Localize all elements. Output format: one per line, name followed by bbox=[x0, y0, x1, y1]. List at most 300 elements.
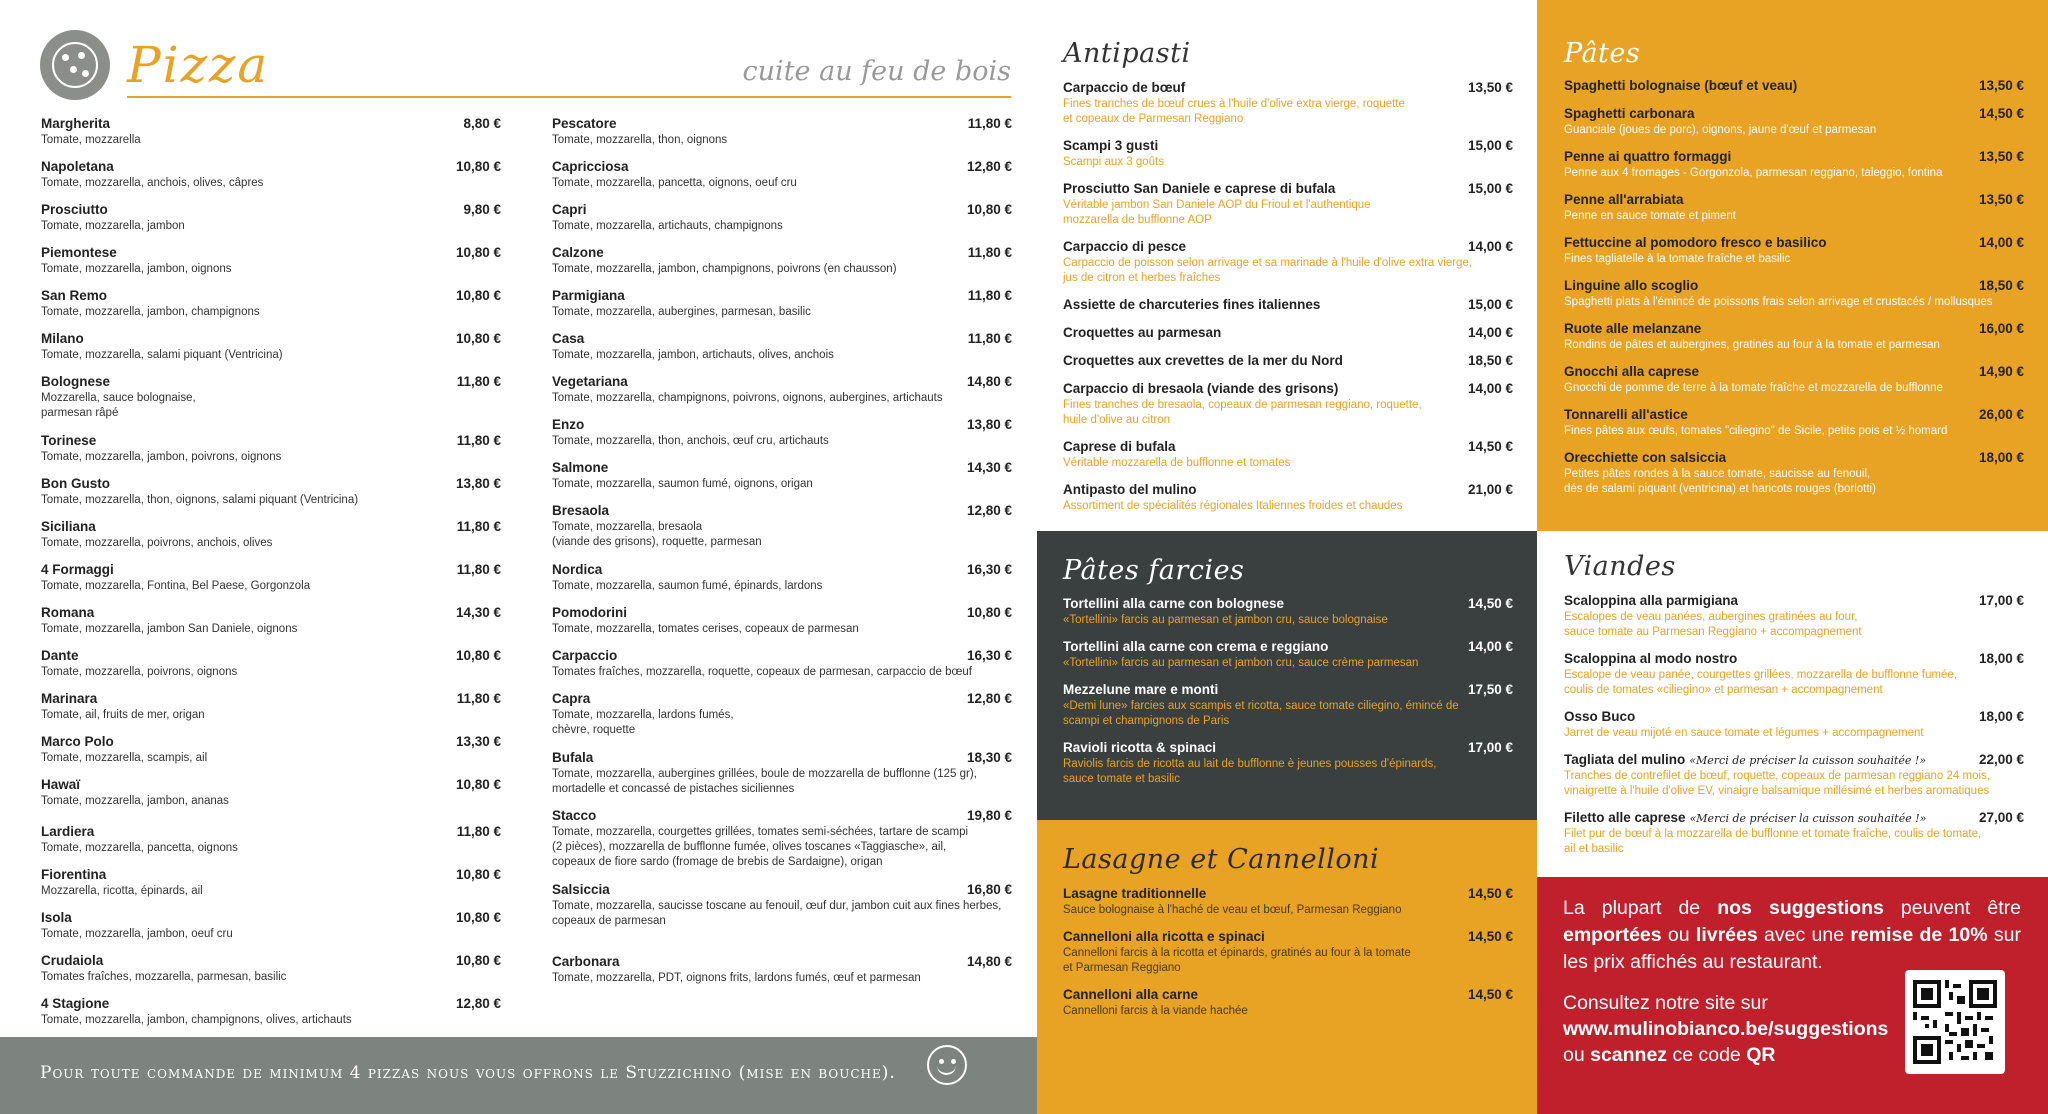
item-name-text: Tonnarelli all'astice bbox=[1564, 407, 1688, 422]
item-name-text: Salsiccia bbox=[552, 882, 610, 897]
item-name-text: Penne ai quattro formaggi bbox=[1564, 149, 1732, 164]
item-name bbox=[41, 910, 501, 925]
menu-item-croquettes-au-parmesan bbox=[1063, 325, 1513, 340]
menu-item-pomodorini bbox=[552, 605, 1012, 637]
item-price: 8,80 € bbox=[463, 116, 501, 131]
item-name bbox=[1564, 651, 2024, 666]
item-price: 13,50 € bbox=[1978, 149, 2024, 164]
menu-item-casa bbox=[552, 331, 1012, 363]
item-name-text: Stacco bbox=[552, 808, 597, 823]
item-name-text: Capra bbox=[552, 691, 591, 706]
item-name bbox=[552, 808, 1012, 823]
menu-item-san-remo bbox=[41, 288, 501, 320]
item-price: 14,50 € bbox=[1467, 929, 1513, 944]
menu-item-marco-polo bbox=[41, 734, 501, 766]
viandes-section bbox=[1537, 531, 2048, 877]
item-description: Tomate, mozzarella, jambon, champignons, olives, artichauts bbox=[41, 1014, 352, 1026]
menu-item-osso-buco bbox=[1564, 709, 2024, 741]
item-name-text: Milano bbox=[41, 331, 84, 346]
menu-item-margherita bbox=[41, 116, 501, 148]
lasagne-list bbox=[1063, 886, 1513, 1106]
item-price: 15,00 € bbox=[1467, 297, 1513, 312]
item-description: Tomate, mozzarella, tomates cerises, copeaux de parmesan bbox=[552, 623, 859, 635]
item-price: 11,80 € bbox=[456, 433, 501, 448]
item-name bbox=[1063, 181, 1513, 196]
item-name-text: Marco Polo bbox=[41, 734, 114, 749]
item-name-text: Prosciutto San Daniele e caprese di bufala bbox=[1063, 181, 1336, 196]
item-description: Tomate, mozzarella, saumon fumé, oignons, origan bbox=[552, 478, 813, 490]
pates-section bbox=[1537, 0, 2048, 531]
item-description: Tomate, ail, fruits de mer, origan bbox=[41, 709, 205, 721]
item-description: Véritable mozzarella de bufflonne et tomates bbox=[1063, 457, 1291, 469]
menu-item-ravioli-ricotta-spinaci bbox=[1063, 740, 1513, 787]
item-price: 27,00 € bbox=[1978, 810, 2024, 825]
item-name bbox=[1564, 810, 2024, 825]
menu-item-marinara bbox=[41, 691, 501, 723]
item-name bbox=[1564, 149, 2024, 164]
item-name-text: Caprese di bufala bbox=[1063, 439, 1176, 454]
item-description: Tomate, mozzarella, jambon, champignons, poivrons (en chausson) bbox=[552, 263, 897, 275]
item-name bbox=[41, 996, 501, 1011]
item-name bbox=[1564, 78, 2024, 93]
pizza-title: Pizza bbox=[127, 36, 270, 94]
menu-item-salsiccia bbox=[552, 882, 1012, 929]
item-name bbox=[41, 476, 501, 491]
item-description: «Tortellini» farcis au parmesan et jambon cru, sauce crème parmesan bbox=[1063, 657, 1419, 669]
item-name-text: Assiette de charcuteries fines italiennes bbox=[1063, 297, 1321, 312]
item-name-text: Croquettes aux crevettes de la mer du Nord bbox=[1063, 353, 1343, 368]
item-name-text: Casa bbox=[552, 331, 585, 346]
item-description: «Tortellini» farcis au parmesan et jambon cru, sauce bolognaise bbox=[1063, 614, 1388, 626]
item-description: Tomate, mozzarella, artichauts, champignons bbox=[552, 220, 783, 232]
qr-code-icon[interactable] bbox=[1905, 970, 2005, 1074]
item-description: Penne en sauce tomate et piment bbox=[1564, 210, 1736, 222]
pizza-logo-icon bbox=[40, 30, 110, 100]
menu-item-croquettes-aux-crevettes-de-la-mer-du-nord bbox=[1063, 353, 1513, 368]
menu-item-tortellini-alla-carne-con-bolognese bbox=[1063, 596, 1513, 628]
item-name bbox=[1564, 709, 2024, 724]
item-name-text: Lardiera bbox=[41, 824, 95, 839]
menu-item-crudaiola bbox=[41, 953, 501, 985]
item-description: Scampi aux 3 goûts bbox=[1063, 156, 1165, 168]
item-name-text: Tagliata del mulino bbox=[1564, 752, 1686, 767]
item-price: 13,50 € bbox=[1978, 78, 2024, 93]
item-price: 15,00 € bbox=[1467, 181, 1513, 196]
item-description: Tomate, mozzarella, scampis, ail bbox=[41, 752, 208, 764]
item-description: Carpaccio de poisson selon arrivage et sa marinade à l'huile d'olive extra vierge, jus de citron et herbes fraîches bbox=[1063, 257, 1473, 284]
item-price: 14,00 € bbox=[1467, 639, 1513, 654]
item-description: Tomate, mozzarella, jambon, champignons bbox=[41, 306, 260, 318]
item-name-text: Capricciosa bbox=[552, 159, 629, 174]
item-name-text: Margherita bbox=[41, 116, 111, 131]
pizza-divider bbox=[127, 96, 1011, 98]
item-name-text: Capri bbox=[552, 202, 587, 217]
antipasti-section bbox=[1037, 0, 1537, 531]
item-name-text: 4 Stagione bbox=[41, 996, 110, 1011]
menu-item-hawai bbox=[41, 777, 501, 809]
item-note: «Merci de préciser la cuisson souhaitée !» bbox=[1689, 754, 1927, 767]
item-description: Fines tagliatelle à la tomate fraîche et basilic bbox=[1564, 253, 1791, 265]
item-price: 14,00 € bbox=[1467, 325, 1513, 340]
item-price: 12,80 € bbox=[455, 996, 501, 1011]
promo-site: Consultez notre site sur www.mulinobianco.be/suggestions ou scannez ce code QR bbox=[1563, 992, 1889, 1066]
item-name bbox=[41, 331, 501, 346]
item-name bbox=[1063, 929, 1513, 944]
menu-item-milano bbox=[41, 331, 501, 363]
item-name bbox=[1063, 353, 1513, 368]
menu-item-siciliana bbox=[41, 519, 501, 551]
item-name-text: Tortellini alla carne con bolognese bbox=[1063, 596, 1285, 611]
item-price: 10,80 € bbox=[455, 159, 501, 174]
menu-item-antipasto-del-mulino bbox=[1063, 482, 1513, 514]
menu-item-enzo bbox=[552, 417, 1012, 449]
item-description: Guanciale (joues de porc), oignons, jaune d'œuf et parmesan bbox=[1564, 124, 1877, 136]
item-name bbox=[41, 245, 501, 260]
menu-item-pescatore bbox=[552, 116, 1012, 148]
item-name-text: Bolognese bbox=[41, 374, 111, 389]
item-description: Penne aux 4 fromages - Gorgonzola, parmesan reggiano, taleggio, fontina bbox=[1564, 167, 1943, 179]
item-price: 21,00 € bbox=[1467, 482, 1513, 497]
item-description: Tomate, mozzarella, aubergines grillées, boule de mozzarella de bufflonne (125 gr), mortadelle et concassé de pistaches siciliennes bbox=[552, 768, 977, 795]
smiley-icon bbox=[927, 1045, 967, 1085]
item-name-text: Orecchiette con salsiccia bbox=[1564, 450, 1727, 465]
menu-item-gnocchi-alla-caprese bbox=[1564, 364, 2024, 396]
item-description: Escalope de veau panée, courgettes grillées, mozzarella de bufflonne fumée, coulis de tomates «ciliegino» et parmesan + accompagnement bbox=[1564, 669, 1957, 696]
item-name-text: Cannelloni alla ricotta e spinaci bbox=[1063, 929, 1265, 944]
item-description: Tomate, mozzarella, pancetta, oignons bbox=[41, 842, 238, 854]
item-name-text: Carpaccio di pesce bbox=[1063, 239, 1187, 254]
item-name-text: Prosciutto bbox=[41, 202, 108, 217]
item-price: 14,30 € bbox=[455, 605, 501, 620]
menu-item-capra bbox=[552, 691, 1012, 738]
item-price: 14,00 € bbox=[1467, 239, 1513, 254]
menu-item-spaghetti-bolognaise-b-uf-et-veau bbox=[1564, 78, 2024, 93]
menu-item-mezzelune-mare-e-monti bbox=[1063, 682, 1513, 729]
item-name-text: Spaghetti carbonara bbox=[1564, 106, 1695, 121]
menu-item-lasagne-traditionnelle bbox=[1063, 886, 1513, 918]
item-description: Tomate, mozzarella, jambon, ananas bbox=[41, 795, 229, 807]
item-description: Tomate, mozzarella, Fontina, Bel Paese, Gorgonzola bbox=[41, 580, 311, 592]
item-name bbox=[1063, 138, 1513, 153]
item-description: Filet pur de bœuf à la mozzarella de bufflonne et tomate fraîche, coulis de tomate, ail et basilic bbox=[1564, 828, 1982, 855]
item-name bbox=[41, 824, 501, 839]
promo-section bbox=[1537, 877, 2048, 1114]
menu-item-prosciutto bbox=[41, 202, 501, 234]
item-description: Tomate, mozzarella, courgettes grillées, tomates semi-séchées, tartare de scampi (2 pièces), mozzarella de bufflonne fumée, olives toscanes «Taggiasche», ail, copeaux de fiore sardo (fromage de brebis de Sardaigne), origan bbox=[552, 826, 969, 868]
menu-item-carbonara bbox=[552, 954, 1012, 986]
item-name-text: Romana bbox=[41, 605, 95, 620]
item-name-text: Bufala bbox=[552, 750, 594, 765]
menu-item-romana bbox=[41, 605, 501, 637]
menu-item-bolognese bbox=[41, 374, 501, 421]
item-description: Mozzarella, ricotta, épinards, ail bbox=[41, 885, 203, 897]
item-description: Tomate, mozzarella, jambon, poivrons, oignons bbox=[41, 451, 282, 463]
item-name bbox=[552, 374, 1012, 389]
item-name bbox=[552, 116, 1012, 131]
item-name bbox=[552, 648, 1012, 663]
menu-item-carpaccio bbox=[552, 648, 1012, 680]
menu-item-4-formaggi bbox=[41, 562, 501, 594]
menu-item-linguine-allo-scoglio bbox=[1564, 278, 2024, 310]
item-price: 16,00 € bbox=[1978, 321, 2024, 336]
item-description: Tomate, mozzarella, thon, oignons, salami piquant (Ventricina) bbox=[41, 494, 359, 506]
item-name-text: Filetto alle caprese bbox=[1564, 810, 1686, 825]
item-name-text: Napoletana bbox=[41, 159, 114, 174]
item-name bbox=[552, 288, 1012, 303]
menu-item-penne-all-arrabiata bbox=[1564, 192, 2024, 224]
item-name-text: Dante bbox=[41, 648, 79, 663]
item-description: Jarret de veau mijoté en sauce tomate et légumes + accompagnement bbox=[1564, 727, 1924, 739]
item-price: 14,00 € bbox=[1978, 235, 2024, 250]
item-price: 26,00 € bbox=[1978, 407, 2024, 422]
item-description: Tomate, mozzarella, saucisse toscane au fenouil, œuf dur, jambon cuit aux fines herbes, copeaux de parmesan bbox=[552, 900, 1002, 927]
item-name bbox=[41, 562, 501, 577]
item-name-text: Carbonara bbox=[552, 954, 620, 969]
item-price: 12,80 € bbox=[966, 503, 1012, 518]
item-price: 9,80 € bbox=[463, 202, 501, 217]
item-description: Tomate, mozzarella, bresaola (viande des grisons), roquette, parmesan bbox=[552, 521, 762, 548]
item-price: 16,30 € bbox=[966, 648, 1012, 663]
item-description: Tomates fraîches, mozzarella, roquette, copeaux de parmesan, carpaccio de bœuf bbox=[552, 666, 972, 678]
menu-item-4-stagione bbox=[41, 996, 501, 1028]
menu-item-isola bbox=[41, 910, 501, 942]
menu-item-cannelloni-alla-carne bbox=[1063, 987, 1513, 1019]
item-name bbox=[1063, 325, 1513, 340]
item-name-text: Ravioli ricotta & spinaci bbox=[1063, 740, 1217, 755]
item-name bbox=[552, 159, 1012, 174]
item-description: Escalopes de veau panées, aubergines gratinées au four, sauce tomate au Parmesan Reggiano + accompagnement bbox=[1564, 611, 1862, 638]
item-price: 11,80 € bbox=[967, 245, 1012, 260]
item-price: 14,90 € bbox=[1978, 364, 2024, 379]
menu-item-torinese bbox=[41, 433, 501, 465]
item-description: Tomate, mozzarella, poivrons, oignons bbox=[41, 666, 238, 678]
item-name bbox=[1063, 80, 1513, 95]
item-name bbox=[1063, 740, 1513, 755]
item-description: Tomate, mozzarella, champignons, poivrons, oignons, aubergines, artichauts bbox=[552, 392, 943, 404]
item-name-text: Tortellini alla carne con crema e reggiano bbox=[1063, 639, 1329, 654]
item-name bbox=[552, 245, 1012, 260]
pizza-subtitle: cuite au feu de bois bbox=[742, 56, 1011, 87]
menu-item-dante bbox=[41, 648, 501, 680]
item-price: 18,00 € bbox=[1978, 651, 2024, 666]
item-price: 17,50 € bbox=[1467, 682, 1513, 697]
item-price: 11,80 € bbox=[967, 331, 1012, 346]
item-name-text: Osso Buco bbox=[1564, 709, 1636, 724]
item-name bbox=[41, 605, 501, 620]
item-price: 11,80 € bbox=[967, 288, 1012, 303]
site-intro: Consultez notre site sur bbox=[1563, 992, 1768, 1014]
item-name bbox=[1063, 239, 1513, 254]
item-name bbox=[41, 953, 501, 968]
item-price: 14,50 € bbox=[1467, 987, 1513, 1002]
item-description: Gnocchi de pomme de terre à la tomate fraîche et mozzarella de bufflonne bbox=[1564, 382, 1943, 394]
item-price: 14,50 € bbox=[1467, 596, 1513, 611]
menu-item-nordica bbox=[552, 562, 1012, 594]
site-url-link[interactable]: www.mulinobianco.be/suggestions bbox=[1563, 1018, 1889, 1040]
item-price: 10,80 € bbox=[455, 648, 501, 663]
item-name-text: Spaghetti bolognaise (bœuf et veau) bbox=[1564, 78, 1798, 93]
menu-item-tagliata-del-mulino bbox=[1564, 752, 2024, 799]
menu-item-filetto-alle-caprese bbox=[1564, 810, 2024, 857]
item-name bbox=[41, 202, 501, 217]
offer-text: Pour toute commande de minimum 4 pizzas nous vous offrons le Stuzzichino (mise en bouche). bbox=[40, 1063, 896, 1083]
item-name-text: Vegetariana bbox=[552, 374, 628, 389]
item-description: Tomate, mozzarella, jambon, oeuf cru bbox=[41, 928, 233, 940]
item-name bbox=[1063, 639, 1513, 654]
pates-farcies-section bbox=[1037, 531, 1537, 820]
item-price: 18,50 € bbox=[1467, 353, 1513, 368]
item-description: Tomate, mozzarella, poivrons, anchois, olives bbox=[41, 537, 273, 549]
item-name-text: San Remo bbox=[41, 288, 108, 303]
item-name-text: Croquettes au parmesan bbox=[1063, 325, 1222, 340]
item-name-text: Calzone bbox=[552, 245, 604, 260]
item-name bbox=[1564, 235, 2024, 250]
menu-item-carpaccio-de-b-uf bbox=[1063, 80, 1513, 127]
menu-item-prosciutto-san-daniele-e-caprese-di-bufala bbox=[1063, 181, 1513, 228]
item-name-text: 4 Formaggi bbox=[41, 562, 114, 577]
pizza-offer-banner bbox=[0, 1037, 1037, 1114]
item-description: «Demi lune» farcies aux scampis et ricotta, sauce tomate ciliegino, émincé de scampi et champignons de Paris bbox=[1063, 700, 1459, 727]
item-price: 11,80 € bbox=[456, 824, 501, 839]
item-name-text: Fettuccine al pomodoro fresco e basilico bbox=[1564, 235, 1827, 250]
item-price: 16,30 € bbox=[966, 562, 1012, 577]
menu-item-capri bbox=[552, 202, 1012, 234]
item-description: Tomate, mozzarella, aubergines, parmesan, basilic bbox=[552, 306, 811, 318]
item-description: Sauce bolognaise à l'haché de veau et bœuf, Parmesan Reggiano bbox=[1063, 904, 1402, 916]
item-description: Tomate, mozzarella, jambon San Daniele, oignons bbox=[41, 623, 298, 635]
item-price: 13,50 € bbox=[1467, 80, 1513, 95]
item-name-text: Lasagne traditionnelle bbox=[1063, 886, 1207, 901]
menu-item-spaghetti-carbonara bbox=[1564, 106, 2024, 138]
item-description: Tomate, mozzarella, pancetta, oignons, oeuf cru bbox=[552, 177, 797, 189]
item-name bbox=[1564, 407, 2024, 422]
item-name bbox=[1063, 987, 1513, 1002]
item-name-text: Carpaccio bbox=[552, 648, 618, 663]
item-name-text: Bresaola bbox=[552, 503, 610, 518]
item-name-text: Ruote alle melanzane bbox=[1564, 321, 1702, 336]
item-name bbox=[552, 202, 1012, 217]
item-price: 11,80 € bbox=[456, 519, 501, 534]
item-name bbox=[552, 750, 1012, 765]
pizza-section bbox=[0, 0, 1037, 1037]
item-description: Tomate, mozzarella, saumon fumé, épinards, lardons bbox=[552, 580, 823, 592]
item-name-text: Cannelloni alla carne bbox=[1063, 987, 1199, 1002]
item-name bbox=[1564, 278, 2024, 293]
item-price: 14,50 € bbox=[1467, 439, 1513, 454]
item-name bbox=[1564, 752, 2024, 767]
menu-item-tortellini-alla-carne-con-crema-e-reggiano bbox=[1063, 639, 1513, 671]
item-name bbox=[552, 417, 1012, 432]
item-description: Tomate, mozzarella, thon, oignons bbox=[552, 134, 728, 146]
item-name bbox=[1063, 381, 1513, 396]
item-name bbox=[552, 882, 1012, 897]
item-name-text: Piemontese bbox=[41, 245, 117, 260]
item-name-text: Fiorentina bbox=[41, 867, 107, 882]
item-name-text: Nordica bbox=[552, 562, 603, 577]
item-name bbox=[552, 954, 1012, 969]
item-description: Cannelloni farcis à la viande hachée bbox=[1063, 1005, 1248, 1017]
item-name-text: Scampi 3 gusti bbox=[1063, 138, 1159, 153]
menu-item-carpaccio-di-bresaola-viande-des-grisons bbox=[1063, 381, 1513, 428]
item-name bbox=[41, 691, 501, 706]
menu-item-lardiera bbox=[41, 824, 501, 856]
item-description: Tomate, mozzarella, jambon, oignons bbox=[41, 263, 232, 275]
menu-item-bufala bbox=[552, 750, 1012, 797]
menu-item-ruote-alle-melanzane bbox=[1564, 321, 2024, 353]
item-price: 15,00 € bbox=[1467, 138, 1513, 153]
item-price: 11,80 € bbox=[456, 691, 501, 706]
item-price: 10,80 € bbox=[455, 288, 501, 303]
menu-item-stacco bbox=[552, 808, 1012, 870]
menu-item-scaloppina-al-modo-nostro bbox=[1564, 651, 2024, 698]
item-name-text: Scaloppina al modo nostro bbox=[1564, 651, 1738, 666]
item-description: Tomates fraîches, mozzarella, parmesan, basilic bbox=[41, 971, 287, 983]
item-name bbox=[41, 433, 501, 448]
menu-item-fiorentina bbox=[41, 867, 501, 899]
item-name bbox=[1564, 321, 2024, 336]
menu-item-assiette-de-charcuteries-fines-italiennes bbox=[1063, 297, 1513, 312]
menu-item-cannelloni-alla-ricotta-e-spinaci bbox=[1063, 929, 1513, 976]
item-name-text: Parmigiana bbox=[552, 288, 625, 303]
farcies-title: Pâtes farcies bbox=[1063, 555, 1245, 586]
item-name-text: Siciliana bbox=[41, 519, 96, 534]
menu-item-scampi-3-gusti bbox=[1063, 138, 1513, 170]
item-price: 13,80 € bbox=[966, 417, 1012, 432]
item-price: 19,80 € bbox=[966, 808, 1012, 823]
item-name-text: Pomodorini bbox=[552, 605, 627, 620]
lasagne-section bbox=[1037, 820, 1537, 1114]
item-description: Spaghetti plats à l'émincé de poissons frais selon arrivage et crustacés / mollusques bbox=[1564, 296, 1993, 308]
pates-title: Pâtes bbox=[1564, 38, 1641, 69]
item-name bbox=[1564, 450, 2024, 465]
item-name-text: Antipasto del mulino bbox=[1063, 482, 1197, 497]
item-name bbox=[1564, 106, 2024, 121]
menu-item-scaloppina-alla-parmigiana bbox=[1564, 593, 2024, 640]
item-price: 14,30 € bbox=[966, 460, 1012, 475]
item-price: 12,80 € bbox=[966, 159, 1012, 174]
item-name-text: Salmone bbox=[552, 460, 609, 475]
item-description: Tranches de contrefilet de bœuf, roquette, copeaux de parmesan reggiano 24 mois, vinaigrette à l'huile d'olive EV, vinaigre balsamique millésimé et herbes aromatiques bbox=[1564, 770, 1990, 797]
menu-item-fettuccine-al-pomodoro-fresco-e-basilico bbox=[1564, 235, 2024, 267]
item-price: 17,00 € bbox=[1467, 740, 1513, 755]
item-name bbox=[552, 691, 1012, 706]
item-description: Raviolis farcis de ricotta au lait de bufflonne è jeunes pousses d'épinards, sauce tomate et basilic bbox=[1063, 758, 1437, 785]
menu-item-salmone bbox=[552, 460, 1012, 492]
item-name bbox=[1564, 364, 2024, 379]
item-description: Petites pâtes rondes à la sauce tomate, saucisse au fenouil, dés de salami piquant (ventricina) et haricots rouges (borlotti) bbox=[1564, 468, 1876, 495]
lasagne-title: Lasagne et Cannelloni bbox=[1063, 844, 1380, 875]
menu-item-napoletana bbox=[41, 159, 501, 191]
item-name bbox=[1063, 297, 1513, 312]
item-name bbox=[552, 503, 1012, 518]
item-name-text: Carpaccio de bœuf bbox=[1063, 80, 1186, 95]
item-name-text: Marinara bbox=[41, 691, 98, 706]
pizza-right-column bbox=[552, 116, 1012, 1034]
item-description: Tomate, mozzarella, salami piquant (Ventricina) bbox=[41, 349, 283, 361]
item-price: 22,00 € bbox=[1978, 752, 2024, 767]
item-price: 12,80 € bbox=[966, 691, 1012, 706]
item-name bbox=[41, 777, 501, 792]
item-price: 10,80 € bbox=[966, 605, 1012, 620]
item-name bbox=[1063, 886, 1513, 901]
item-description: Tomate, mozzarella bbox=[41, 134, 141, 146]
item-name bbox=[41, 519, 501, 534]
item-name bbox=[1564, 192, 2024, 207]
menu-item-vegetariana bbox=[552, 374, 1012, 406]
item-price: 10,80 € bbox=[966, 202, 1012, 217]
item-name bbox=[1063, 439, 1513, 454]
item-price: 11,80 € bbox=[456, 562, 501, 577]
